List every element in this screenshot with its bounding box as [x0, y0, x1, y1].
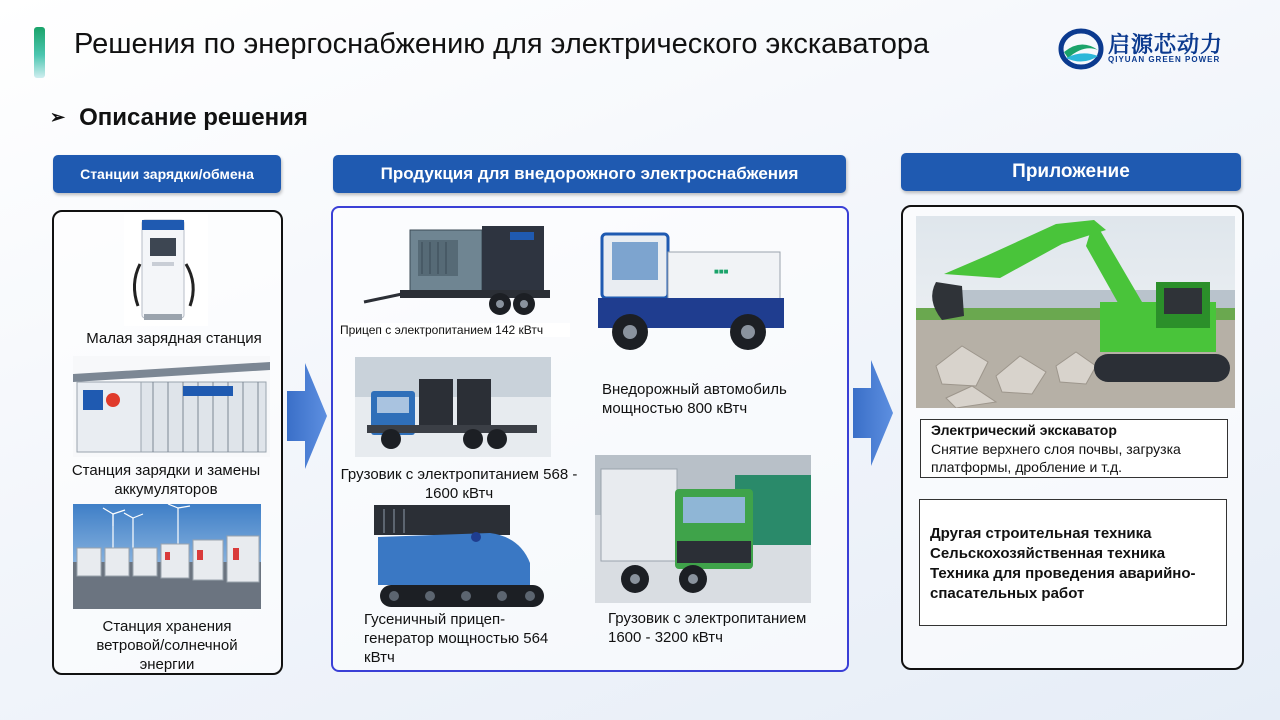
excavator-info-box	[920, 419, 1228, 478]
section-heading	[50, 104, 308, 132]
energy-storage-label: Станция хранения ветровой/солнечной энергии	[96, 618, 238, 673]
small-charger-image	[124, 214, 208, 326]
power-trailer-label: Прицеп с электропитанием 142 кВтч	[340, 323, 570, 337]
company-logo	[1058, 28, 1238, 70]
small-charger-label: Малая зарядная станция	[86, 330, 262, 347]
swap-station-image	[73, 356, 270, 457]
excavator-title: Электрический экскаватор	[931, 422, 1117, 438]
energy-storage-image	[73, 504, 261, 609]
other-machinery-item: Другая строительная техника	[930, 525, 1152, 542]
header-charging-stations: Станции зарядки/обмена	[53, 155, 281, 193]
header-application: Приложение	[901, 153, 1241, 191]
swap-station-label: Станция зарядки и замены аккумуляторов	[71, 462, 261, 498]
section-bullet-icon: ➢	[50, 107, 66, 127]
power-trailer-image	[360, 220, 550, 320]
logo-text-en: QIYUAN GREEN POWER	[1108, 55, 1221, 64]
power-truck-small-image	[355, 357, 551, 457]
svg-text:■■■: ■■■	[714, 267, 729, 276]
power-truck-small-label: Грузовик с электропитанием 568 - 1600 кВтч	[340, 466, 578, 502]
section-title: Описание решения	[79, 104, 308, 131]
arrow-right-icon	[853, 360, 893, 466]
other-machinery-box	[919, 499, 1227, 626]
page-title: Решения по энергоснабжению для электрического экскаватора	[74, 28, 930, 60]
other-machinery-list	[930, 524, 1222, 604]
title-accent-bar	[34, 27, 45, 78]
electric-excavator-image	[916, 216, 1235, 408]
offroad-vehicle-label: Внедорожный автомобиль мощностью 800 кВтч	[602, 381, 787, 417]
other-machinery-item: Сельскохозяйственная техника	[930, 545, 1166, 562]
power-truck-large-label: Грузовик с электропитанием 1600 - 3200 кВтч	[608, 610, 807, 646]
excavator-description: Снятие верхнего слоя почвы, загрузка платформы, дробление и т.д.	[931, 441, 1181, 475]
offroad-vehicle-image	[594, 228, 786, 356]
logo-icon	[1058, 28, 1104, 70]
other-machinery-item: Техника для проведения аварийно-спасательных работ	[930, 565, 1196, 602]
crawler-generator-label: Гусеничный прицеп-генератор мощностью 564 кВтч	[364, 611, 549, 666]
power-truck-large-image	[595, 455, 811, 603]
header-offroad-power: Продукция для внедорожного электроснабжения	[333, 155, 846, 193]
crawler-generator-image	[370, 503, 554, 613]
logo-text-cn: 启源芯动力	[1108, 32, 1224, 57]
arrow-right-icon	[287, 363, 327, 469]
